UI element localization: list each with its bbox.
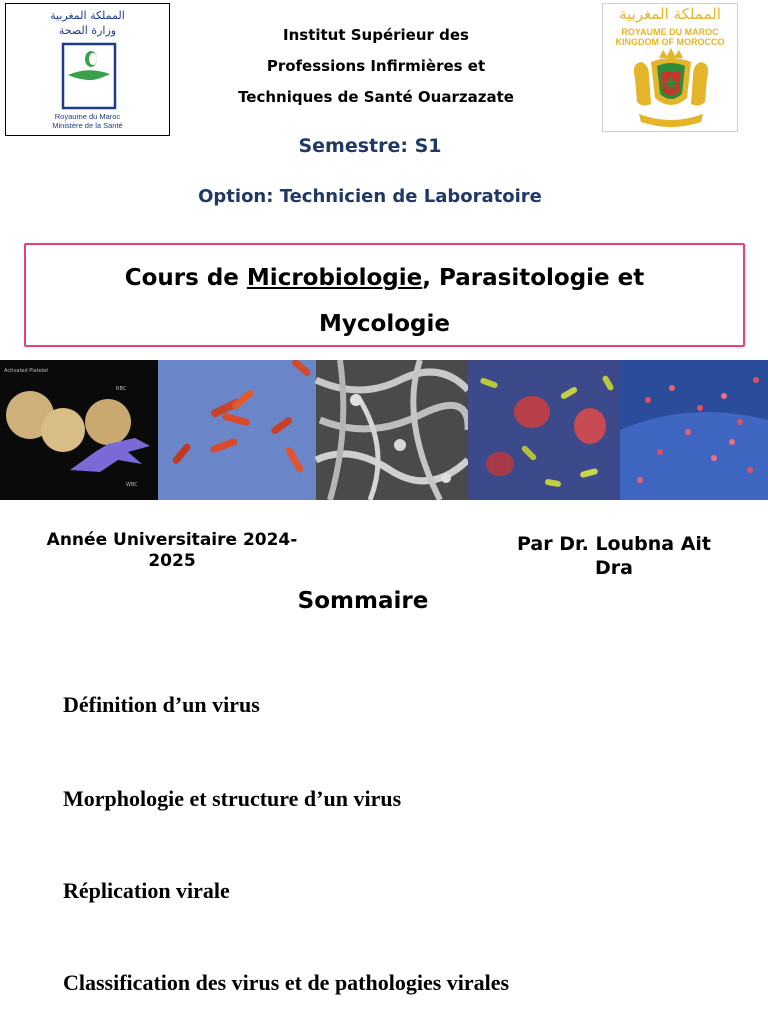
course-title-line1 [26,255,743,301]
kingdom-english-line: KINGDOM OF MOROCCO [615,37,725,47]
microscopy-image-strip [0,360,768,500]
course-title-prefix: Cours de [124,265,247,291]
mixed-bacteria-micrograph [468,360,620,500]
summary-item: Morphologie et structure d’un virus [63,786,402,811]
institute-line-3: Techniques de Santé Ouarzazate [238,88,514,106]
institute-line-1: Institut Supérieur des [283,26,469,44]
rod-bacteria-micrograph [158,360,316,500]
panel1-label-wbc: WBC [126,482,138,488]
institute-line-2: Professions Infirmières et [266,57,486,75]
ministry-logo [5,3,170,136]
academic-year [22,530,322,572]
ministry-of-health-icon [60,42,118,110]
academic-year-line2: 2025 [148,551,196,571]
ministry-arabic-line2: وزارة الصحة [58,24,117,37]
coat-of-arms-icon [629,48,713,130]
semester-label: Semestre: S1 [298,135,442,157]
panel1-label-rbc: RBC [116,386,127,392]
ministry-french-line2: Ministère de la Santé [52,121,123,130]
course-title-underlined: Microbiologie [246,265,423,291]
kingdom-french-line: ROYAUME DU MAROC [621,27,719,37]
ministry-arabic-line1: المملكة المغربية [50,9,125,22]
summary-item: Classification des virus et de pathologies virales [63,970,510,995]
panel1-caption: Activated Platelet [4,368,49,374]
kingdom-logo [602,3,738,132]
institute-name [200,20,552,113]
fungal-hyphae-micrograph [316,360,468,500]
course-title-box [24,243,745,347]
kingdom-arabic-line: المملكة المغربية [619,5,721,23]
author [490,532,738,580]
course-title-suffix: , Parasitologie et [422,265,645,291]
course-title-line2: Mycologie [319,311,450,337]
option-label: Option: Technicien de Laboratoire [198,186,542,207]
white-blood-cells-micrograph [0,360,158,500]
author-line1: Par Dr. Loubna Ait [516,533,712,555]
summary-item: Définition d’un virus [63,692,260,717]
academic-year-line1: Année Universitaire 2024- [46,530,298,550]
ministry-french-line1: Royaume du Maroc [54,112,121,121]
summary-title: Sommaire [297,588,429,614]
summary-item: Réplication virale [63,878,230,903]
virus-particles-micrograph [620,360,768,500]
author-line2: Dra [595,557,633,579]
